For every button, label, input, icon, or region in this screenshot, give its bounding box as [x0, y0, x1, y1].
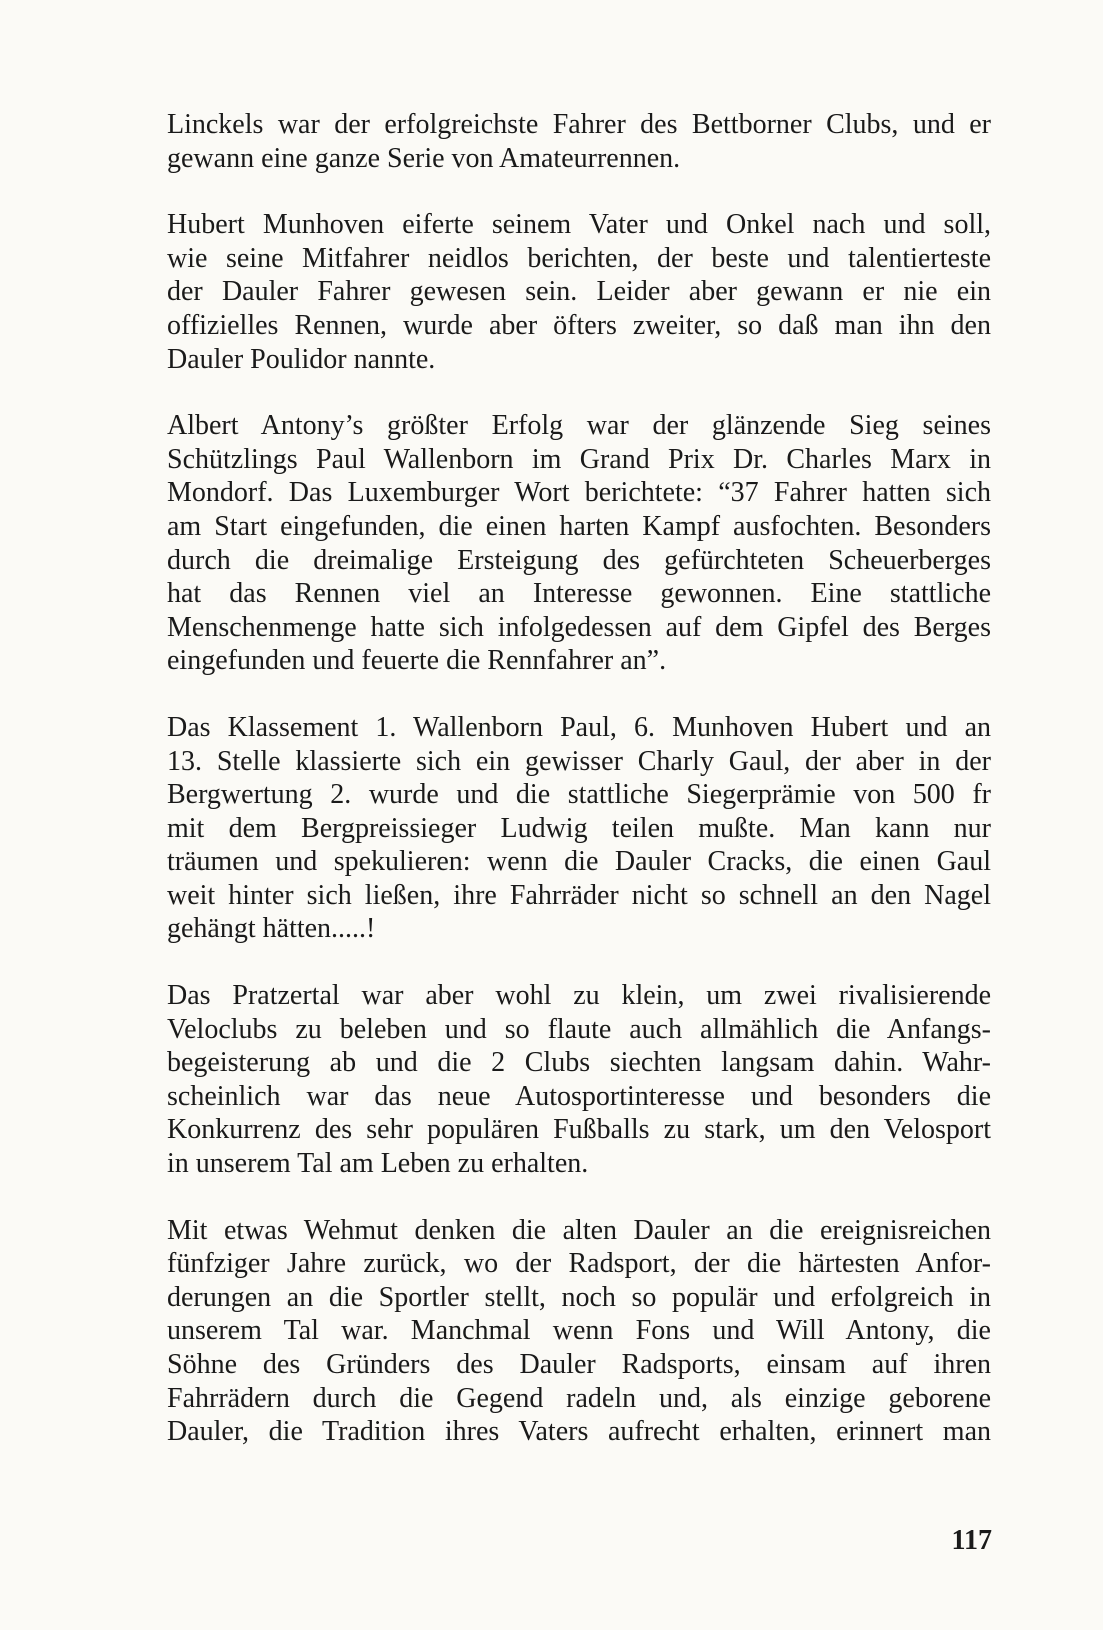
text-line: Söhne des Gründers des Dauler Radsports, einsam auf ihren: [167, 1349, 991, 1380]
text-line: Fahrrädern durch die Gegend radeln und, als einzige geborene: [167, 1382, 991, 1414]
text-line: mit dem Bergpreissieger Ludwig teilen mußte. Man kann nur: [167, 812, 991, 844]
text-line: gehängt hätten.....!: [167, 913, 376, 945]
text-line: der Dauler Fahrer gewesen sein. Leider aber gewann er nie ein: [167, 276, 991, 308]
text-line: begeisterung ab und die 2 Clubs siechten langsam dahin. Wahr-: [167, 1047, 991, 1079]
text-line: Albert Antony’s größter Erfolg war der glänzende Sieg seines: [167, 410, 991, 442]
body-text: [167, 108, 991, 1482]
text-line: unserem Tal war. Manchmal wenn Fons und Will Antony, die: [167, 1315, 991, 1347]
text-line: Das Klassement 1. Wallenborn Paul, 6. Munhoven Hubert und an: [167, 711, 991, 743]
text-line: Hubert Munhoven eiferte seinem Vater und Onkel nach und soll,: [167, 209, 991, 241]
text-line: 13. Stelle klassierte sich ein gewisser Charly Gaul, der aber in der: [167, 745, 991, 777]
text-line: wie seine Mitfahrer neidlos berichten, der beste und talentierteste: [167, 242, 991, 274]
paragraph: [167, 409, 991, 678]
text-line: derungen an die Sportler stellt, noch so populär und erfolgreich in: [167, 1281, 991, 1313]
text-line: offizielles Rennen, wurde aber öfters zweiter, so daß man ihn den: [167, 309, 991, 341]
text-line: Das Pratzertal war aber wohl zu klein, um zwei rivalisierende: [167, 980, 991, 1012]
text-line: scheinlich war das neue Autosportinteresse und besonders die: [167, 1080, 991, 1112]
text-line: in unserem Tal am Leben zu erhalten.: [167, 1148, 589, 1180]
text-line: durch die dreimalige Ersteigung des gefürchteten Scheuerberges: [167, 544, 991, 576]
text-line: Menschenmenge hatte sich infolgedessen auf dem Gipfel des Berges: [167, 611, 991, 643]
paragraph: [167, 979, 991, 1181]
text-line: Linckels war der erfolgreichste Fahrer des Bettborner Clubs, und er: [167, 109, 991, 140]
text-line: Schützlings Paul Wallenborn im Grand Prix Dr. Charles Marx in: [167, 443, 991, 475]
text-line: hat das Rennen viel an Interesse gewonnen. Eine stattliche: [167, 578, 991, 610]
paragraph: [167, 208, 991, 376]
text-line: träumen und spekulieren: wenn die Dauler Cracks, die einen Gaul: [167, 846, 991, 878]
text-line: Mondorf. Das Luxemburger Wort berichtete: “37 Fahrer hatten sich: [167, 477, 991, 509]
page-number: 117: [951, 1525, 992, 1556]
paragraph: [167, 711, 991, 946]
text-line: Konkurrenz des sehr populären Fußballs zu stark, um den Velosport: [167, 1114, 991, 1146]
text-line: Dauler Poulidor nannte.: [167, 343, 436, 375]
text-line: gewann eine ganze Serie von Amateurrennen.: [167, 142, 681, 174]
text-line: fünfziger Jahre zurück, wo der Radsport, der die härtesten Anfor-: [167, 1248, 991, 1280]
text-line: Bergwertung 2. wurde und die stattliche Siegerprämie von 500 fr: [167, 779, 991, 811]
text-line: am Start eingefunden, die einen harten Kampf ausfochten. Besonders: [167, 510, 991, 542]
paragraph: [167, 1214, 991, 1449]
text-line: weit hinter sich ließen, ihre Fahrräder nicht so schnell an den Nagel: [167, 879, 991, 911]
text-line: Dauler, die Tradition ihres Vaters aufrecht erhalten, erinnert man: [167, 1416, 991, 1448]
text-line: eingefunden und feuerte die Rennfahrer an”.: [167, 645, 667, 677]
text-line: Veloclubs zu beleben und so flaute auch allmählich die Anfangs-: [167, 1013, 991, 1045]
text-line: Mit etwas Wehmut denken die alten Dauler an die ereignisreichen: [167, 1214, 991, 1246]
paragraph: [167, 108, 991, 175]
